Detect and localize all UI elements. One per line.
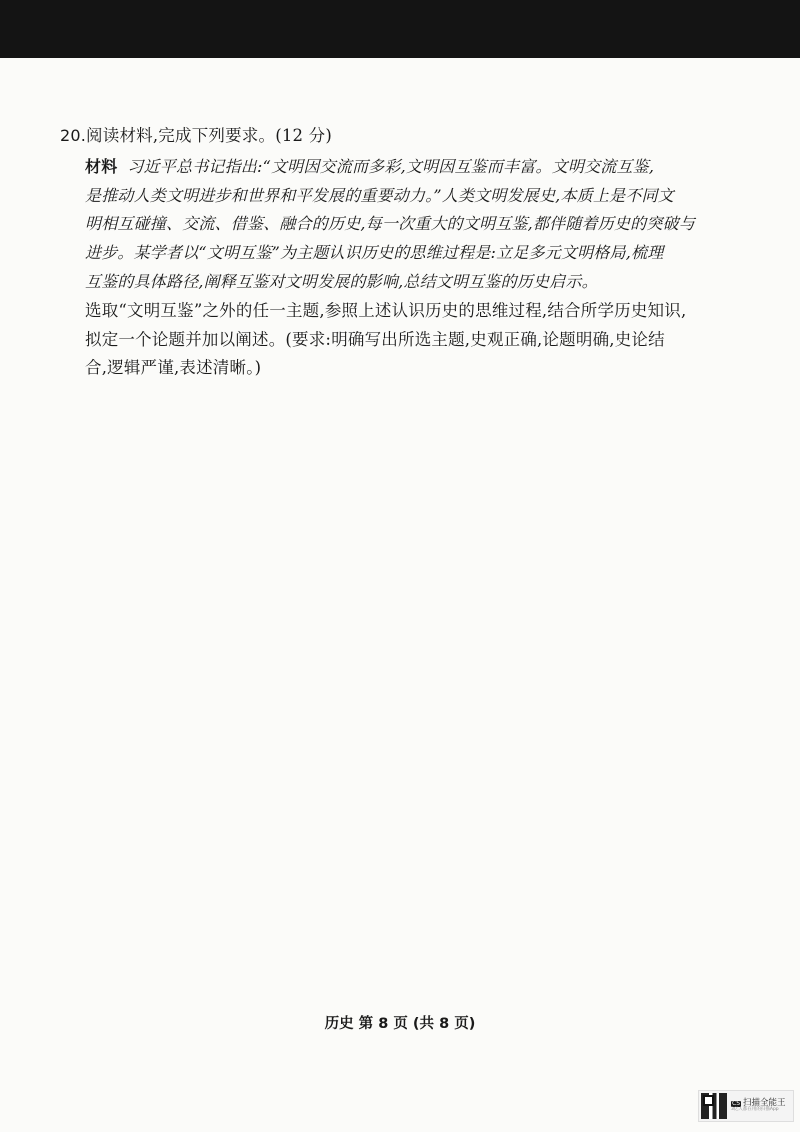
material-text: 习近平总书记指出:“文明因交流而多彩,文明因互鉴而丰富。文明交流互鉴, bbox=[127, 156, 655, 176]
task-instructions bbox=[85, 297, 730, 383]
camscanner-watermark bbox=[698, 1090, 794, 1122]
watermark-title-text: 扫描全能王 bbox=[743, 1097, 786, 1108]
page-footer: 历史 第 8 页 (共 8 页) bbox=[324, 1016, 476, 1032]
question-prompt: 阅读材料,完成下列要求。(12 分) bbox=[86, 126, 333, 145]
material-line: 明相互碰撞、交流、借鉴、融合的历史,每一次重大的文明互鉴,都伴随着历史的突破与 bbox=[85, 214, 695, 234]
question-header bbox=[60, 122, 730, 151]
material-line: 互鉴的具体路径,阐释互鉴对文明发展的影响,总结文明互鉴的历史启示。 bbox=[85, 271, 598, 291]
material-line: 进步。某学者以“文明互鉴”为主题认识历史的思维过程是:立足多元文明格局,梳理 bbox=[85, 243, 664, 263]
watermark-subtitle: 3亿人都在用的扫描App bbox=[731, 1107, 779, 1113]
material-line bbox=[85, 153, 730, 182]
watermark-text bbox=[731, 1099, 786, 1113]
material-label: 材料 bbox=[85, 156, 118, 176]
qr-code-icon bbox=[701, 1093, 727, 1119]
material-passage bbox=[85, 153, 730, 297]
material-line: 是推动人类文明进步和世界和平发展的重要动力。”人类文明发展史,本质上是不同文 bbox=[85, 185, 674, 205]
task-line: 合,逻辑严谨,表述清晰。) bbox=[85, 358, 262, 378]
question-number: 20. bbox=[60, 126, 87, 145]
camscanner-logo-icon: CS bbox=[732, 1099, 740, 1107]
task-line: 选取“文明互鉴”之外的任一主题,参照上述认识历史的思维过程,结合所学历史知识, bbox=[85, 300, 687, 320]
question-20 bbox=[60, 122, 730, 383]
task-line: 拟定一个论题并加以阐述。(要求:明确写出所选主题,史观正确,论题明确,史论结 bbox=[85, 329, 665, 349]
scan-top-border bbox=[0, 0, 800, 58]
